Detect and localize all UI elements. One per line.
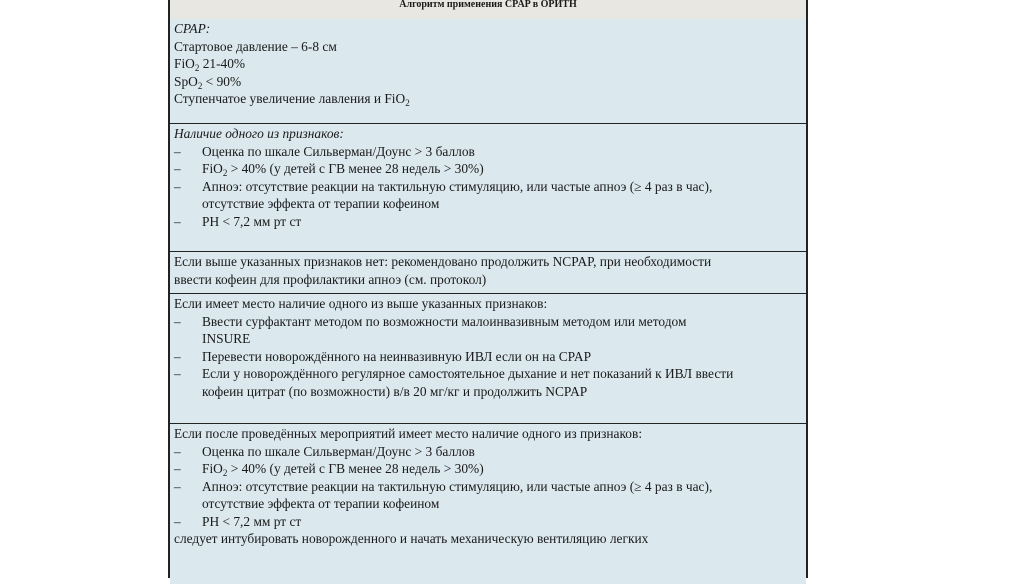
after-intro: Если после проведённых мероприятий имеет место наличие одного из признаков: <box>174 426 643 441</box>
list-item-continuation: кофеин цитрат (по возможности) в/в 20 мг/кг и продолжить NCPAP <box>202 383 588 399</box>
section-cpap <box>170 19 806 124</box>
table-title <box>170 0 806 20</box>
list-item: – PH < 7,2 мм рт ст <box>174 513 302 529</box>
no-signs-line: Если выше указанных признаков нет: рекомендовано продолжить NCPAP, при необходимости <box>174 254 712 269</box>
list-item-continuation: отсутствие эффекта от терапии кофеином <box>202 196 440 211</box>
list-item: – Ввести сурфактант методом по возможности малоинвазивным методом или методом <box>174 313 687 329</box>
table-title-text: Алгоритм применения CPAP в ОРИТН <box>399 0 577 10</box>
list-item: – PH < 7,2 мм рт ст <box>174 213 302 229</box>
section-has-sign <box>170 294 806 424</box>
section-after-measures <box>170 424 806 584</box>
list-item: – Если у новорождённого регулярное самостоятельное дыхание и нет показаний к ИВЛ ввести <box>174 366 734 381</box>
bullet-dash: – <box>174 213 181 229</box>
section-no-signs <box>170 252 806 294</box>
list-item: – FiO$_2$ > 40% (у детей с ГВ менее 28 недель > 30%) <box>174 461 484 478</box>
step-increase: Ступенчатое увеличение лавления и FiO$_2$ <box>174 91 410 108</box>
bullet-dash: – <box>174 313 181 329</box>
list-item: – Перевести новорождённого на неинвазивную ИВЛ если он на CPAP <box>174 348 592 364</box>
bullet-dash: – <box>174 161 181 176</box>
bullet-dash: – <box>174 143 181 159</box>
bullet-dash: – <box>174 478 181 494</box>
bullet-dash: – <box>174 348 181 364</box>
list-item: – FiO$_2$ > 40% (у детей с ГВ менее 28 недель > 30%) <box>174 161 484 178</box>
has-sign-intro: Если имеет место наличие одного из выше указанных признаков: <box>174 296 548 311</box>
signs-heading: Наличие одного из признаков: <box>174 126 344 141</box>
start-pressure: Стартовое давление – 6-8 см <box>174 38 337 54</box>
list-item: – Оценка по шкале Сильверман/Доунс > 3 баллов <box>174 443 475 459</box>
bullet-dash: – <box>174 178 181 194</box>
section-signs <box>170 124 806 252</box>
list-item: – Апноэ: отсутствие реакции на тактильную стимуляцию, или частые апноэ (≥ 4 раз в час), <box>174 478 713 494</box>
no-signs-line: ввести кофеин для профилактики апноэ (см. протокол) <box>174 271 487 287</box>
list-item-continuation: INSURE <box>202 331 251 346</box>
list-item: – Апноэ: отсутствие реакции на тактильную стимуляцию, или частые апноэ (≥ 4 раз в час), <box>174 178 713 194</box>
cpap-heading: CPAP: <box>174 21 211 36</box>
spo2-threshold: SpO$_2$ < 90% <box>174 73 242 91</box>
bullet-dash: – <box>174 513 181 529</box>
list-item: – Оценка по шкале Сильверман/Доунс > 3 баллов <box>174 143 475 159</box>
after-conclusion: следует интубировать новорожденного и начать механическую вентиляцию легких <box>174 531 649 546</box>
fio2-range: FiO$_2$ 21-40% <box>174 56 246 73</box>
algorithm-table <box>168 0 808 578</box>
list-item-continuation: отсутствие эффекта от терапии кофеином <box>202 496 440 511</box>
bullet-dash: – <box>174 366 181 381</box>
bullet-dash: – <box>174 461 181 476</box>
bullet-dash: – <box>174 443 181 459</box>
